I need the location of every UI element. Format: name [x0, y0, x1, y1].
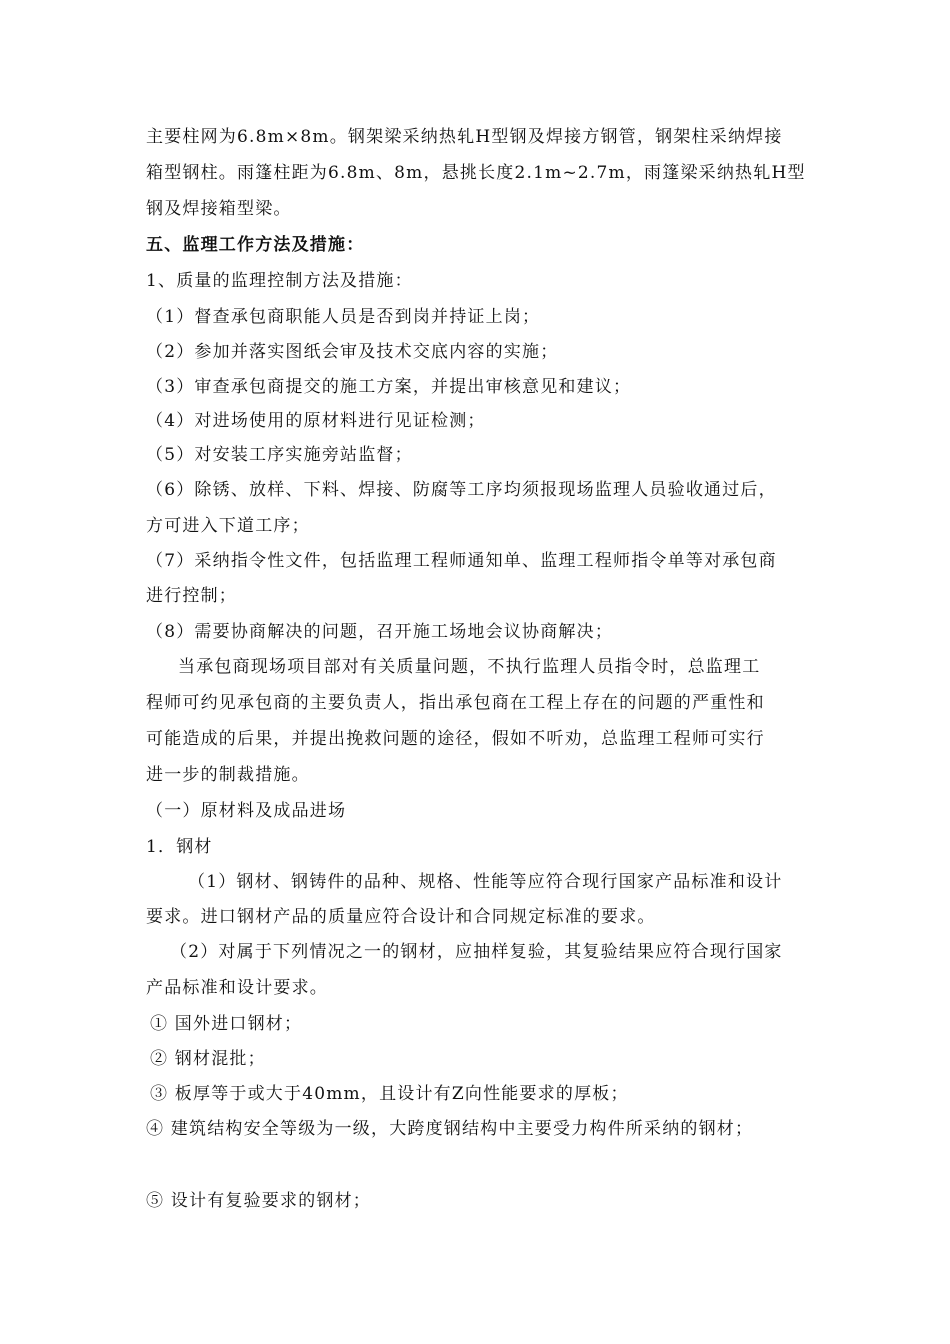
subsection-heading: 1．钢材	[146, 837, 213, 857]
list-item: ③ 板厚等于或大于40mm，且设计有Z向性能要求的厚板；	[150, 1084, 629, 1104]
paragraph-line: 程师可约见承包商的主要负责人，指出承包商在工程上存在的问题的严重性和	[146, 693, 765, 713]
list-item: ④ 建筑结构安全等级为一级，大跨度钢结构中主要受力构件所采纳的钢材；	[146, 1119, 754, 1139]
list-item: （8）需要协商解决的问题，召开施工场地会议协商解决；	[146, 622, 614, 642]
list-item: ② 钢材混批；	[150, 1049, 266, 1069]
section-heading: 五、监理工作方法及措施：	[146, 235, 365, 255]
paragraph-line: 进一步的制裁措施。	[146, 765, 310, 785]
list-item: （7）采纳指令性文件，包括监理工程师通知单、监理工程师指令单等对承包商	[146, 551, 777, 571]
list-item-continued: 进行控制；	[146, 586, 237, 606]
paragraph-line: （1）钢材、钢铸件的品种、规格、性能等应符合现行国家产品标准和设计	[188, 872, 783, 892]
paragraph-line: 箱型钢柱。雨篷柱距为6.8m、8m，悬挑长度2.1m~2.7m，雨篷梁采纳热轧H型	[146, 163, 806, 183]
list-item: （4）对进场使用的原材料进行见证检测；	[146, 411, 486, 431]
list-item: ⑤ 设计有复验要求的钢材；	[146, 1191, 372, 1211]
list-item: （6）除锈、放样、下料、焊接、防腐等工序均须报现场监理人员验收通过后，	[146, 480, 777, 500]
paragraph-line: （2）对属于下列情况之一的钢材，应抽样复验，其复验结果应符合现行国家	[170, 942, 783, 962]
list-item: （1）督查承包商职能人员是否到岗并持证上岗；	[146, 307, 541, 327]
list-item: （2）参加并落实图纸会审及技术交底内容的实施；	[146, 342, 559, 362]
paragraph-line: 可能造成的后果，并提出挽救问题的途径，假如不听劝，总监理工程师可实行	[146, 729, 765, 749]
list-item-continued: 方可进入下道工序；	[146, 516, 310, 536]
paragraph-line: 当承包商现场项目部对有关质量问题，不执行监理人员指令时，总监理工	[178, 657, 761, 677]
subsection-heading: （一）原材料及成品进场	[146, 801, 347, 821]
paragraph-line: 要求。进口钢材产品的质量应符合设计和合同规定标准的要求。	[146, 907, 656, 927]
list-item: （3）审查承包商提交的施工方案，并提出审核意见和建议；	[146, 377, 632, 397]
paragraph-line: 钢及焊接箱型梁。	[146, 199, 292, 219]
subsection-heading: 1、质量的监理控制方法及措施：	[146, 271, 413, 291]
paragraph-line: 主要柱网为6.8m×8m。钢架梁采纳热轧H型钢及焊接方钢管，钢架柱采纳焊接	[146, 127, 783, 147]
paragraph-line: 产品标准和设计要求。	[146, 978, 328, 998]
list-item: （5）对安装工序实施旁站监督；	[146, 445, 413, 465]
list-item: ① 国外进口钢材；	[150, 1014, 303, 1034]
